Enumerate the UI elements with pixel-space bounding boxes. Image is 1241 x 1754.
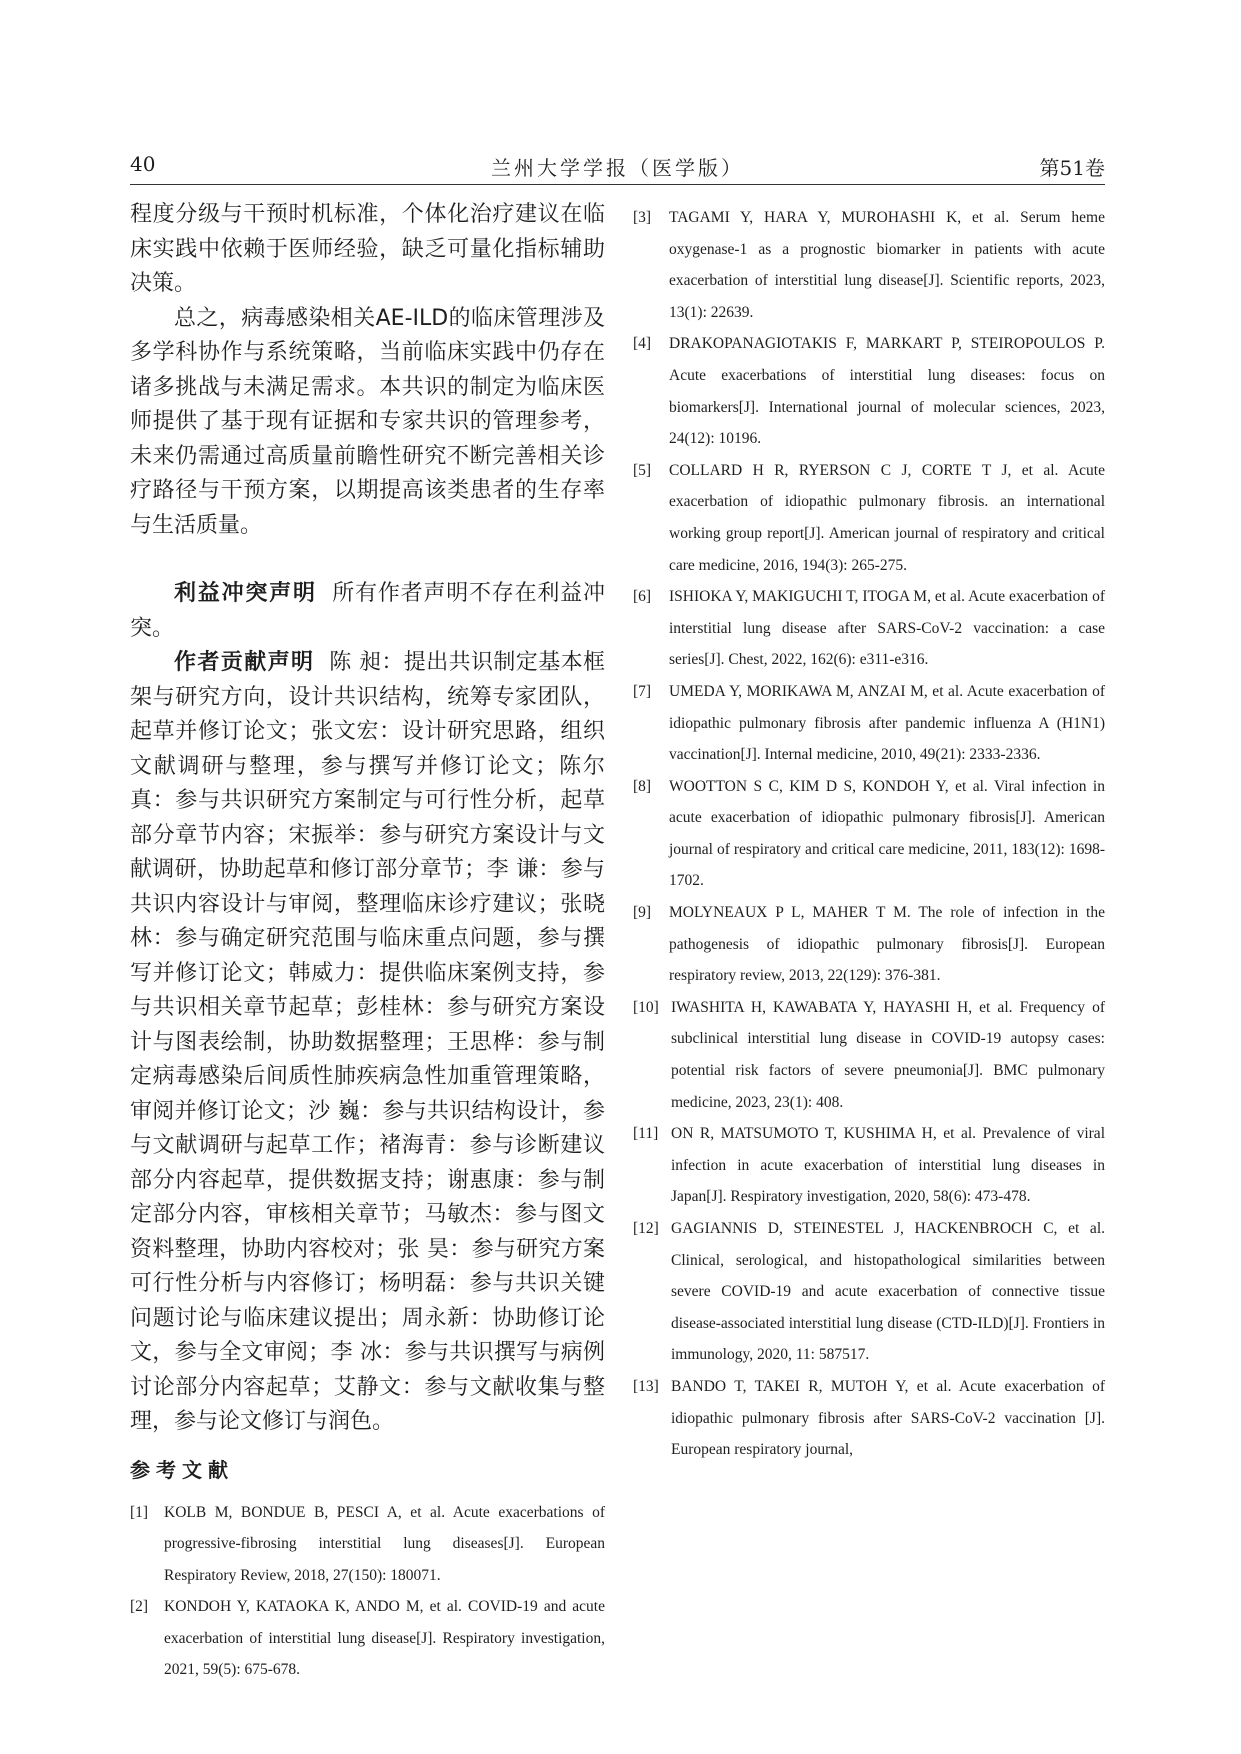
conflict-text: 所有作者声明不存在利益冲突。 [130,581,605,641]
contribution-label: 作者贡献声明 [174,650,315,675]
conflict-statement [130,577,605,646]
left-column [130,198,605,1686]
journal-title: 兰州大学学报（医学版） [491,156,744,180]
reference-item: [2] KONDOH Y, KATAOKA K, ANDO M, et al. COVID-19 and acute exacerbation of interstitial lung disease[J]. Respiratory investigation, 2021, 59(5): 675-678. [130,1598,605,1679]
reference-item: [7] UMEDA Y, MORIKAWA M, ANZAI M, et al. Acute exacerbation of idiopathic pulmonary fibrosis after pandemic influenza A (H1N1) vaccination[J]. Internal medicine, 2010, 49(21): 2333-2336. [633,682,1105,764]
reference-item: [1] KOLB M, BONDUE B, PESCI A, et al. Acute exacerbations of progressive-fibrosing interstitial lung diseases[J]. European Respiratory Review, 2018, 27(150): 180071. [130,1503,605,1584]
reference-item: [4] DRAKOPANAGIOTAKIS F, MARKART P, STEIROPOULOS P. Acute exacerbations of interstitial lung diseases: focus on biomarkers[J]. International journal of molecular sciences, 2023, 24(12): 10196. [633,335,1105,448]
contribution-text: 陈 昶：提出共识制定基本框架与研究方向，设计共识结构，统筹专家团队，起草并修订论文；张文宏：设计研究思路，组织文献调研与整理，参与撰写并修订论文；陈尔真：参与共识研究方案制定与可行性分析，起草部分章节内容；宋振举：参与研究方案设计与文献调研，协助起草和修订部分章节；李 谦：参与共识内容设计与审阅，整理临床诊疗建议；张晓林：参与确定研究范围与临床重点问题，参与撰写并修订论文；韩威力：提供临床案例支持，参与共识相关章节起草；彭桂林：参与研究方案设计与图表绘制，协助数据整理；王思桦：参与制定病毒感染后间质性肺疾病急性加重管理策略，审阅并修订论文；沙 巍：参与共识结构设计，参与文献调研与起草工作；褚海青：参与诊断建议部分内容起草，提供数据支持；谢惠康：参与制定部分内容，审核相关章节；马敏杰：参与图文资料整理，协助内容校对；张 昊：参与研究方案可行性分析与内容修订；杨明磊：参与共识关键问题讨论与临床建议提出；周永新：协助修订论文，参与全文审阅；李 冰：参与共识撰写与病例讨论部分内容起草；艾静文：参与文献收集与整理，参与论文修订与润色。 [130,650,605,1434]
reference-item: [5] COLLARD H R, RYERSON C J, CORTE T J, et al. Acute exacerbation of idiopathic pulmonary fibrosis. an international working group report[J]. American journal of respiratory and critical care medicine, 2016, 194(3): 265-275. [633,461,1105,574]
reference-list-left [130,1497,605,1687]
paragraph-conclusion: 总之，病毒感染相关AE-ILD的临床管理涉及多学科协作与系统策略，当前临床实践中仍存在诸多挑战与未满足需求。本共识的制定为临床医师提供了基于现有证据和专家共识的管理参考，未来仍需通过高质量前瞻性研究不断完善相关诊疗路径与干预方案，以期提高该类患者的生存率与生活质量。 [130,305,605,538]
reference-item: [9] MOLYNEAUX P L, MAHER T M. The role of infection in the pathogenesis of idiopathic pulmonary fibrosis[J]. European respiratory review, 2013, 22(129): 376-381. [633,904,1105,985]
running-header [130,148,1105,185]
page-number: 40 [130,152,156,176]
volume-label: 第51卷 [1039,156,1105,180]
references-heading: 参考文献 [130,1457,234,1482]
reference-item: [13] BANDO T, TAKEI R, MUTOH Y, et al. Acute exacerbation of idiopathic pulmonary fibrosis after SARS-CoV-2 vaccination [J]. European respiratory journal, [633,1377,1105,1459]
contribution-statement [130,646,605,1440]
reference-item: [3] TAGAMI Y, HARA Y, MUROHASHI K, et al. Serum heme oxygenase-1 as a prognostic biomarker in patients with acute exacerbation of interstitial lung disease[J]. Scientific reports, 2023, 13(1): 22639. [633,209,1105,321]
reference-item: [12] GAGIANNIS D, STEINESTEL J, HACKENBROCH C, et al. Clinical, serological, and histopathological similarities between severe COVID-19 and acute exacerbation of connective tissue disease-associated interstitial lung disease (CTD-ILD)[J]. Frontiers in immunology, 2020, 11: 587517. [633,1220,1105,1364]
conflict-label: 利益冲突声明 [174,581,317,606]
reference-item: [10] IWASHITA H, KAWABATA Y, HAYASHI H, et al. Frequency of subclinical interstitial lung disease in COVID-19 autopsy cases: potential risk factors of severe pneumonia[J]. BMC pulmonary medicine, 2023, 23(1): 408. [633,998,1105,1111]
paragraph-limitation: 程度分级与干预时机标准，个体化治疗建议在临床实践中依赖于医师经验，缺乏可量化指标辅助决策。 [130,202,605,296]
right-column [633,202,1105,1466]
reference-item: [8] WOOTTON S C, KIM D S, KONDOH Y, et al. Viral infection in acute exacerbation of idiopathic pulmonary fibrosis[J]. American journal of respiratory and critical care medicine, 2011, 183(12): 1698-1702. [633,777,1105,890]
reference-item: [11] ON R, MATSUMOTO T, KUSHIMA H, et al. Prevalence of viral infection in acute exacerbation of interstitial lung diseases in Japan[J]. Respiratory investigation, 2020, 58(6): 473-478. [633,1125,1105,1206]
reference-item: [6] ISHIOKA Y, MAKIGUCHI T, ITOGA M, et al. Acute exacerbation of interstitial lung disease after SARS-CoV-2 vaccination: a case series[J]. Chest, 2022, 162(6): e311-e316. [633,588,1105,669]
